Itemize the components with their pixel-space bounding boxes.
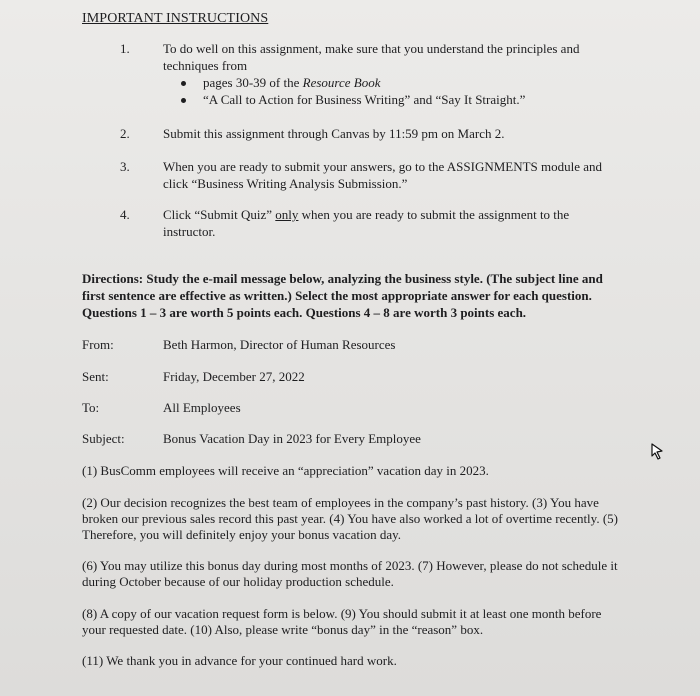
instruction-text: When you are ready to submit your answers, go to the ASSIGNMENTS module and click “Business Writing Analysis Submission.” <box>163 159 603 191</box>
instruction-number: 3. <box>120 159 130 174</box>
instruction-number: 1. <box>120 41 130 56</box>
sent-value: Friday, December 27, 2022 <box>163 369 305 384</box>
instruction-number: 2. <box>120 126 130 141</box>
from-label: From: <box>82 337 114 352</box>
bullet-item: “A Call to Action for Business Writing” and “Say It Straight.” <box>163 91 623 108</box>
to-value: All Employees <box>163 400 241 415</box>
instruction-text: To do well on this assignment, make sure that you understand the principles and techniques from <box>163 41 580 73</box>
email-paragraph-4: (8) A copy of our vacation request form is below. (9) You should submit it at least one month before your requested date. (10) Also, please write “bonus day” in the “reason” box. <box>82 606 602 637</box>
email-paragraph-5: (11) We thank you in advance for your continued hard work. <box>82 653 397 668</box>
instruction-number: 4. <box>120 207 130 222</box>
directions-text: Directions: Study the e-mail message below, analyzing the business style. (The subject line and first sentence are effective as written.) Select the most appropriate answer for each question. Questions 1 – 3 are worth 5 points each. Questions 4 – 8 are worth 3 points each. <box>82 271 603 320</box>
from-value: Beth Harmon, Director of Human Resources <box>163 337 396 352</box>
mouse-pointer-icon <box>650 443 664 461</box>
to-label: To: <box>82 400 100 415</box>
subject-label: Subject: <box>82 431 125 446</box>
bullet-item: pages 30-39 of the Resource Book <box>163 74 623 91</box>
instruction-text: Submit this assignment through Canvas by 11:59 pm on March 2. <box>163 126 505 141</box>
bullet-list <box>163 74 623 108</box>
underlined-word: only <box>275 207 299 222</box>
subject-value: Bonus Vacation Day in 2023 for Every Employee <box>163 431 421 446</box>
page-heading: IMPORTANT INSTRUCTIONS <box>82 11 269 26</box>
email-paragraph-1: (1) BusComm employees will receive an “appreciation” vacation day in 2023. <box>82 463 489 478</box>
email-paragraph-2: (2) Our decision recognizes the best team of employees in the company’s past history. (3) You have broken our previous sales record this past year. (4) You have also worked a lot of overtime recently. (5) Therefore, you will definitely enjoy your bonus vacation day. <box>82 495 618 542</box>
sent-label: Sent: <box>82 369 109 384</box>
instruction-text: Click “Submit Quiz” only when you are ready to submit the assignment to the instructor. <box>163 207 570 239</box>
email-paragraph-3: (6) You may utilize this bonus day during most months of 2023. (7) However, please do not schedule it during October because of our holiday production schedule. <box>82 558 618 589</box>
